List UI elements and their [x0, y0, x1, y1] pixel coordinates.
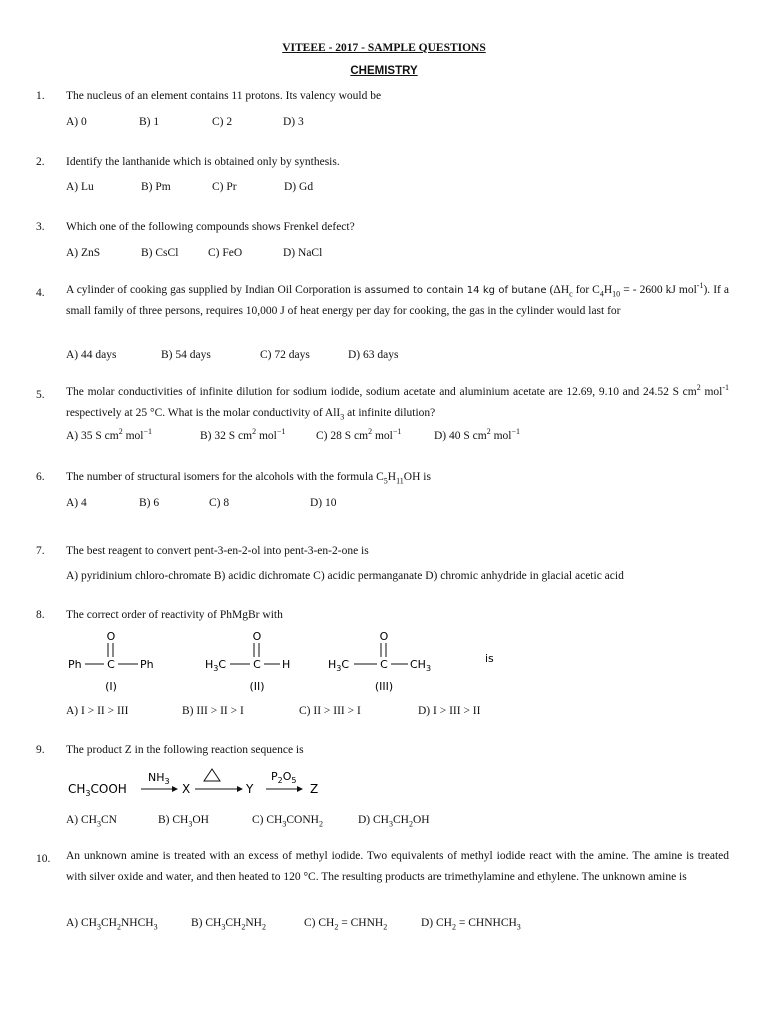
arrow-icon	[172, 786, 178, 792]
carbon-label: C	[380, 658, 388, 671]
question-text: The number of structural isomers for the alcohols with the formula $C_5H_{11}OH$ is	[66, 471, 431, 486]
methyl-left: $H_3C$	[205, 658, 227, 673]
option-d: D) $CH_2$ = $CHNHCH_3$	[421, 917, 521, 932]
option-b: B) Pm	[141, 181, 171, 193]
option-c: C) 8	[209, 497, 230, 509]
option-d: D) I > III > II	[418, 705, 481, 717]
question-text: Which one of the following compounds shows Frenkel defect?	[66, 221, 355, 233]
oxygen-label: O	[379, 630, 389, 643]
hydrogen-right: H	[282, 658, 291, 671]
option-d: D) $CH_3CH_2OH$	[358, 814, 430, 829]
handwritten-phrase: assumed to contain 14 kg of butane	[364, 285, 547, 296]
carbon-label: C	[107, 658, 115, 671]
arrow-icon	[237, 786, 243, 792]
option-a: A) Lu	[66, 181, 94, 193]
option-d: D) 10	[310, 497, 337, 509]
question-text: A cylinder of cooking gas supplied by Indian Oil Corporation is assumed to contain 14 kg of butane ($\Delta H_c$ for $C_4H_{10}$ = - 2600 kJ mol$^{-1}$). If a small family of three persons, requires 10,000 J of heat energy per day for cooking, the gas in the cylinder would last for	[66, 281, 730, 317]
ketone-structures-figure	[60, 626, 520, 700]
question-number: 4.	[36, 287, 45, 299]
heat-triangle-icon	[204, 769, 220, 781]
question-number: 6.	[36, 471, 45, 483]
option-b: B) $CH_3OH$	[158, 814, 209, 829]
oxygen-label: O	[106, 630, 116, 643]
option-d: D) NaCl	[283, 247, 323, 259]
question-number: 8.	[36, 609, 45, 621]
option-c: C) Pr	[212, 181, 237, 193]
option-a: A) $CH_3CH_2NHCH_3$	[66, 917, 158, 932]
option-c: C) FeO	[208, 247, 243, 259]
option-b: B) 32 S $cm^2$ mol$^{-1}$	[200, 427, 286, 442]
option-b: B) III > II > I	[182, 705, 244, 717]
option-a: A) 44 days	[66, 349, 117, 361]
option-c: C) 28 S $cm^2$ mol$^{-1}$	[316, 427, 402, 442]
option-d: D) 63 days	[348, 349, 399, 361]
arrow-icon	[297, 786, 303, 792]
subject-heading: CHEMISTRY	[350, 65, 418, 77]
phenyl-right: Ph	[140, 658, 154, 671]
option-d: D) Gd	[284, 181, 314, 193]
option-d: D) 40 S $cm^2$ mol$^{-1}$	[434, 427, 520, 442]
option-c: C) II > III > I	[299, 705, 361, 717]
option-b: B) 54 days	[161, 349, 211, 361]
carbon-label: C	[253, 658, 261, 671]
question-text: The nucleus of an element contains 11 protons. Its valency would be	[66, 90, 382, 102]
option-c: C) $CH_2$ = $CHNH_2$	[304, 917, 388, 932]
options-line: A) pyridinium chloro-chromate B) acidic dichromate C) acidic permanganate D) chromic anhydride in glacial acetic acid	[66, 570, 624, 582]
option-b: B) $CH_3CH_2NH_2$	[191, 917, 266, 932]
starting-compound: $CH_3COOH$	[68, 782, 127, 798]
option-c: C) 72 days	[260, 349, 310, 361]
option-b: B) 6	[139, 497, 160, 509]
structure-label: (III)	[374, 680, 394, 693]
question-text: The best reagent to convert pent-3-en-2-ol into pent-3-en-2-one is	[66, 545, 369, 557]
reagent-nh3: $NH_3$	[148, 771, 170, 786]
option-b: B) CsCl	[141, 247, 179, 259]
option-a: A) ZnS	[66, 247, 101, 259]
option-c: C) 2	[212, 116, 233, 128]
option-c: C) $CH_3CONH_2$	[252, 814, 323, 829]
question-text: Identify the lanthanide which is obtained only by synthesis.	[66, 156, 340, 168]
option-a: A) I > II > III	[66, 705, 129, 717]
phenyl-left: Ph	[68, 658, 82, 671]
document-title: VITEEE - 2017 - SAMPLE QUESTIONS	[282, 42, 486, 54]
question-number: 9.	[36, 744, 45, 756]
question-text: The molar conductivities of infinite dilution for sodium iodide, sodium acetate and aluminium acetate are 12.69, 9.10 and 24.52 S $cm^2$ mol$^{-1}$ respectively at 25 °C. What is the molar conductivity of AlI$_3$ at infinite dilution?	[66, 383, 730, 422]
methyl-left: $H_3C$	[328, 658, 350, 673]
option-a: A) 0	[66, 116, 87, 128]
reaction-sequence-figure	[64, 766, 344, 802]
option-b: B) 1	[139, 116, 160, 128]
question-number: 3.	[36, 221, 45, 233]
reagent-p2o5: $P_2O_5$	[271, 770, 297, 785]
question-text: The product Z in the following reaction sequence is	[66, 744, 304, 756]
product-z: Z	[310, 782, 319, 796]
methyl-right: $CH_3$	[410, 658, 432, 673]
product-x: X	[182, 782, 191, 796]
option-a: A) 35 S $cm^2$ mol$^{-1}$	[66, 427, 152, 442]
question-text: An unknown amine is treated with an excess of methyl iodide. Two equivalents of methyl iodide react with the amine. The amine is treated with silver oxide and water, and then heated to 120 °C. The resulting products are trimethylamine and ethylene. The unknown amine is	[66, 850, 729, 883]
option-a: A) $CH_3CN$	[66, 814, 117, 829]
question-number: 10.	[36, 853, 51, 865]
structure-label: (I)	[105, 680, 117, 693]
question-number: 7.	[36, 545, 45, 557]
question-number: 1.	[36, 90, 45, 102]
question-number: 2.	[36, 156, 45, 168]
is-label: is	[485, 652, 494, 665]
option-d: D) 3	[283, 116, 304, 128]
question-text: The correct order of reactivity of PhMgBr with	[66, 609, 283, 621]
option-a: A) 4	[66, 497, 87, 509]
oxygen-label: O	[252, 630, 262, 643]
question-number: 5.	[36, 389, 45, 401]
product-y: Y	[246, 782, 254, 796]
structure-label: (II)	[249, 680, 265, 693]
